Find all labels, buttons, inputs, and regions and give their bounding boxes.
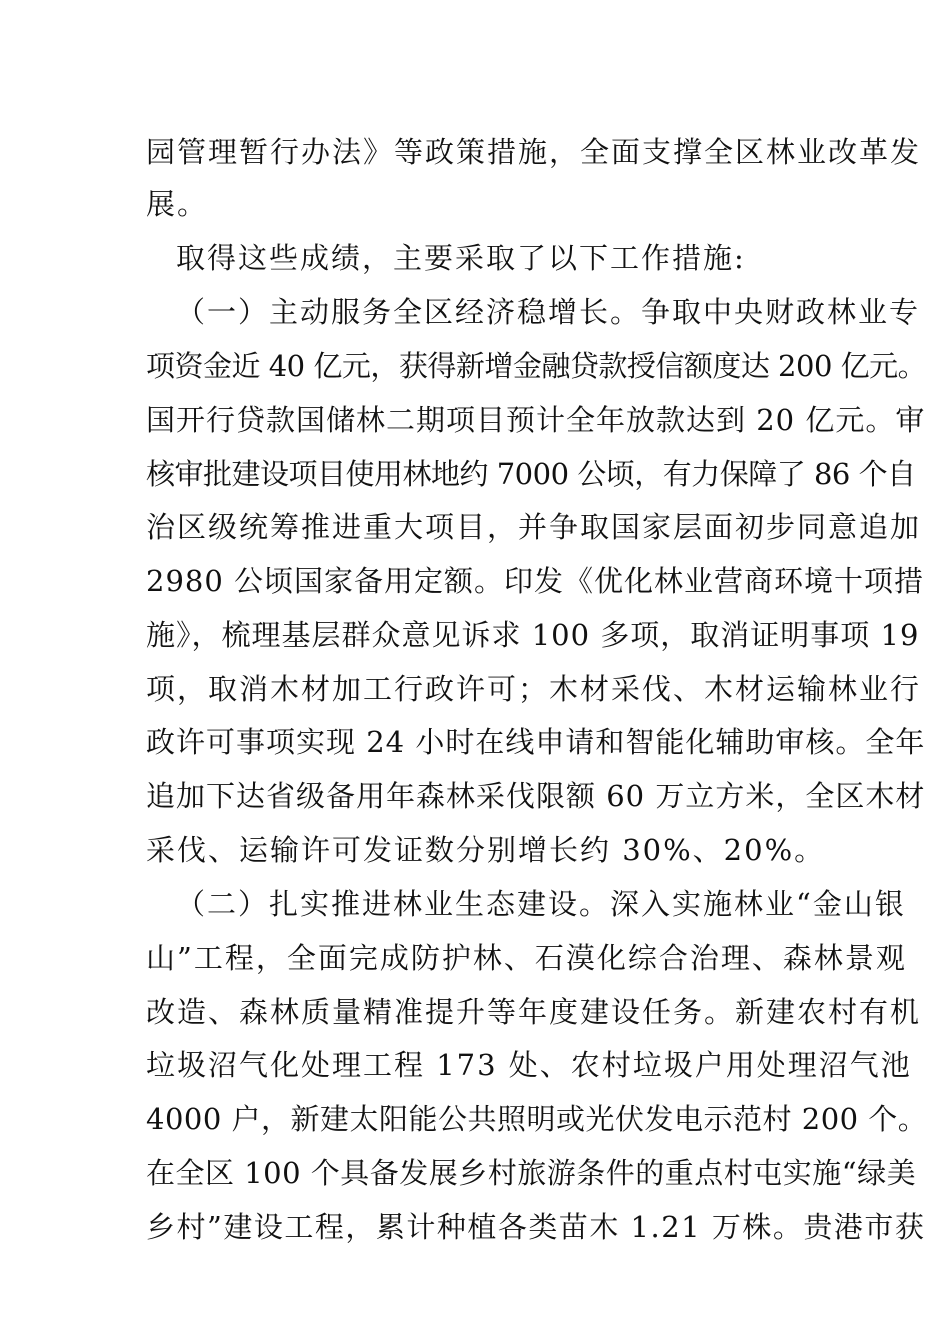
text-line-8: 治区级统筹推进重大项目，并争取国家层面初步同意追加	[146, 510, 922, 544]
text-line-1: 园管理暂行办法》等政策措施，全面支撑全区林业改革发	[146, 135, 922, 169]
text-line-7: 核审批建设项目使用林地约 7000 公顷，有力保障了 86 个自	[146, 457, 916, 491]
text-line-11: 项，取消木材加工行政许可；木材采伐、木材运输林业行	[146, 672, 922, 706]
text-line-16: 山”工程，全面完成防护林、石漠化综合治理、森林景观	[146, 941, 907, 975]
section-1-heading-line: （一）主动服务全区经济稳增长。争取中央财政林业专	[176, 295, 921, 329]
text-line-6: 国开行贷款国储林二期项目预计全年放款达到 20 亿元。审	[146, 403, 926, 437]
text-line-10: 施》，梳理基层群众意见诉求 100 多项，取消证明事项 19	[146, 618, 920, 652]
text-line-12: 政许可事项实现 24 小时在线申请和智能化辅助审核。全年	[146, 725, 926, 759]
paragraph-intro: 取得这些成绩，主要采取了以下工作措施:	[176, 241, 746, 275]
text-line-21: 乡村”建设工程，累计种植各类苗木 1.21 万株。贵港市获	[146, 1210, 926, 1244]
section-2-heading-line: （二）扎实推进林业生态建设。深入实施林业“金山银	[176, 887, 906, 921]
text-line-17: 改造、森林质量精准提升等年度建设任务。新建农村有机	[146, 995, 922, 1029]
text-line-5: 项资金近 40 亿元，获得新增金融贷款授信额度达 200 亿元。	[146, 349, 927, 383]
text-line-14: 采伐、运输许可发证数分别增长约 30%、20%。	[146, 833, 826, 867]
text-line-18: 垃圾沼气化处理工程 173 处、农村垃圾户用处理沼气池	[146, 1048, 912, 1082]
text-line-20: 在全区 100 个具备发展乡村旅游条件的重点村屯实施“绿美	[146, 1156, 917, 1190]
text-line-13: 追加下达省级备用年森林采伐限额 60 万立方米，全区木材	[146, 779, 926, 813]
text-line-19: 4000 户，新建太阳能公共照明或光伏发电示范村 200 个。	[146, 1102, 928, 1136]
text-line-2: 展。	[146, 187, 209, 221]
text-line-9: 2980 公顷国家备用定额。印发《优化林业营商环境十项措	[146, 564, 925, 598]
